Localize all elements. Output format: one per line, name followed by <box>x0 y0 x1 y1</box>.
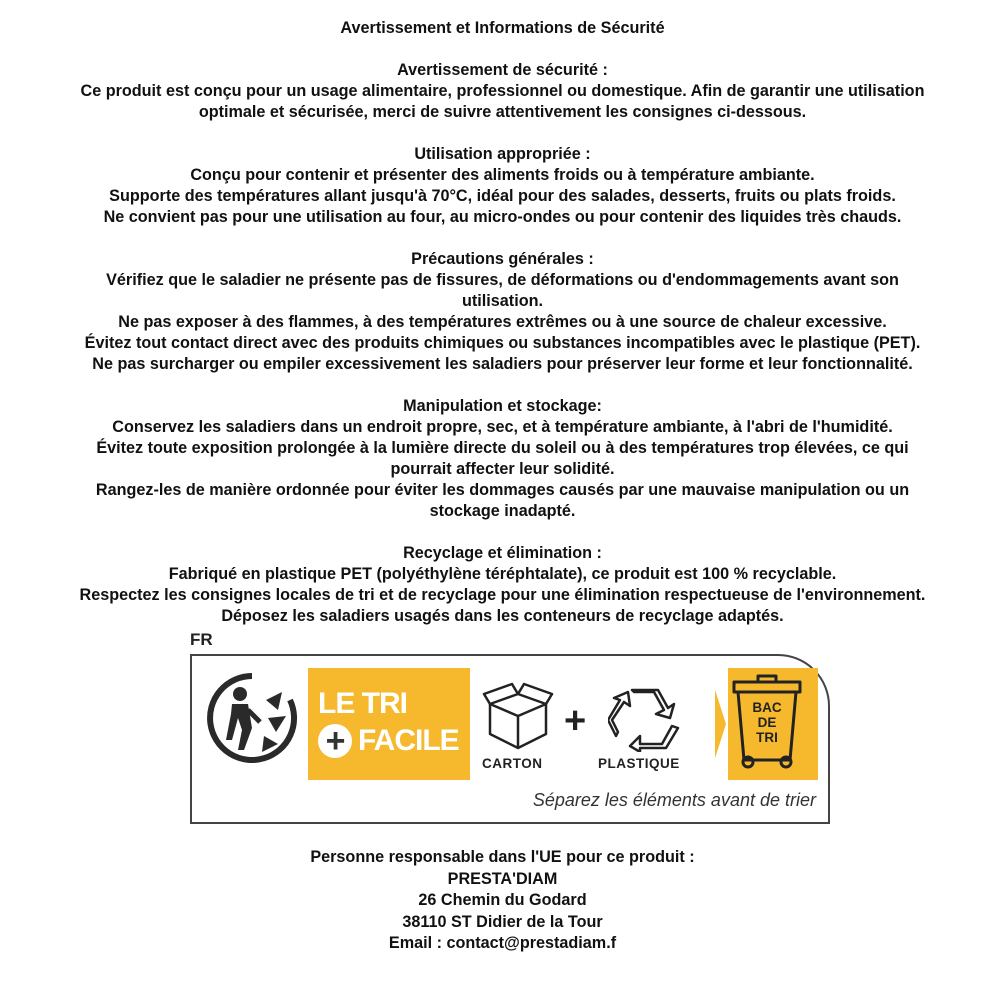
bin-line-1: BAC <box>752 700 782 715</box>
tri-facile-logo <box>318 688 459 758</box>
section-heading: Manipulation et stockage: <box>403 397 602 415</box>
section-line: Ne pas exposer à des flammes, à des températures extrêmes ou à une source de chaleur excessive. <box>118 313 887 331</box>
recycle-icon <box>608 686 680 752</box>
section-heading: Précautions générales : <box>411 250 594 268</box>
section-line: Supporte des températures allant jusqu'à 70°C, idéal pour des salades, desserts, fruits ou plats froids. <box>109 187 896 205</box>
responsible-heading: Personne responsable dans l'UE pour ce produit : <box>310 848 695 866</box>
section-line: Déposez les saladiers usagés dans les conteneurs de recyclage adaptés. <box>221 607 784 625</box>
triman-icon <box>204 670 300 766</box>
brand-line-2: FACILE <box>358 724 459 757</box>
safety-document <box>0 18 1005 627</box>
section-line: Fabriqué en plastique PET (polyéthylène téréphtalate), ce produit est 100 % recyclable. <box>168 565 837 583</box>
section-line: utilisation. <box>462 292 543 310</box>
carton-label: CARTON <box>482 756 543 771</box>
section-heading: Recyclage et élimination : <box>403 544 602 562</box>
bin-line-2: DE <box>757 715 777 730</box>
bin-line-3: TRI <box>756 730 778 745</box>
sorting-instruction: Séparez les éléments avant de trier <box>532 790 816 810</box>
section-line: Évitez tout contact direct avec des produits chimiques ou substances incompatibles avec le plastique (PET). <box>84 334 921 352</box>
document-title: Avertissement et Informations de Sécurité <box>340 19 665 37</box>
section-heading: Avertissement de sécurité : <box>397 61 608 79</box>
triman-recycling-label <box>190 630 830 825</box>
section-line: Ce produit est conçu pour un usage alimentaire, professionnel ou domestique. Afin de garantir une utilisation <box>80 82 925 100</box>
section-line: Ne pas surcharger ou empiler excessivement les saladiers pour préserver leur forme et leur fonctionnalité. <box>92 355 913 373</box>
bin-text <box>741 700 793 745</box>
section-line: Conservez les saladiers dans un endroit propre, sec, et à température ambiante, à l'abri de l'humidité. <box>112 418 893 436</box>
section-heading: Utilisation appropriée : <box>414 145 591 163</box>
carton-box-icon <box>482 682 554 752</box>
section-line: Vérifiez que le saladier ne présente pas de fissures, de déformations ou d'endommagements avant son <box>106 271 899 289</box>
brand-line-1: LE TRI <box>318 687 407 720</box>
responsible-person <box>0 847 1005 955</box>
address-city: 38110 ST Didier de la Tour <box>402 912 603 931</box>
section-line: stockage inadapté. <box>429 502 576 520</box>
section-line: pourrait affecter leur solidité. <box>390 460 615 478</box>
plastique-label: PLASTIQUE <box>598 756 680 771</box>
plus-circle-icon: + <box>318 724 352 758</box>
section-line: Conçu pour contenir et présenter des aliments froids ou à température ambiante. <box>190 166 815 184</box>
section-line: Respectez les consignes locales de tri et de recyclage pour une élimination respectueuse de l'environnement. <box>79 586 926 604</box>
section-line: Ne convient pas pour une utilisation au four, au micro-ondes ou pour contenir des liquides très chauds. <box>103 208 902 226</box>
section-line: optimale et sécurisée, merci de suivre attentivement les consignes ci-dessous. <box>198 103 807 121</box>
contact-email[interactable]: Email : contact@prestadiam.f <box>388 934 617 952</box>
country-code: FR <box>190 630 213 649</box>
section-line: Rangez-les de manière ordonnée pour éviter les dommages causés par une mauvaise manipulation ou un <box>95 481 910 499</box>
address-street: 26 Chemin du Godard <box>418 891 587 909</box>
company-name: PRESTA'DIAM <box>447 869 558 888</box>
section-line: Évitez toute exposition prolongée à la lumière directe du soleil ou à des températures trop élevées, ce qui <box>96 439 909 457</box>
plus-icon: + <box>564 700 587 742</box>
